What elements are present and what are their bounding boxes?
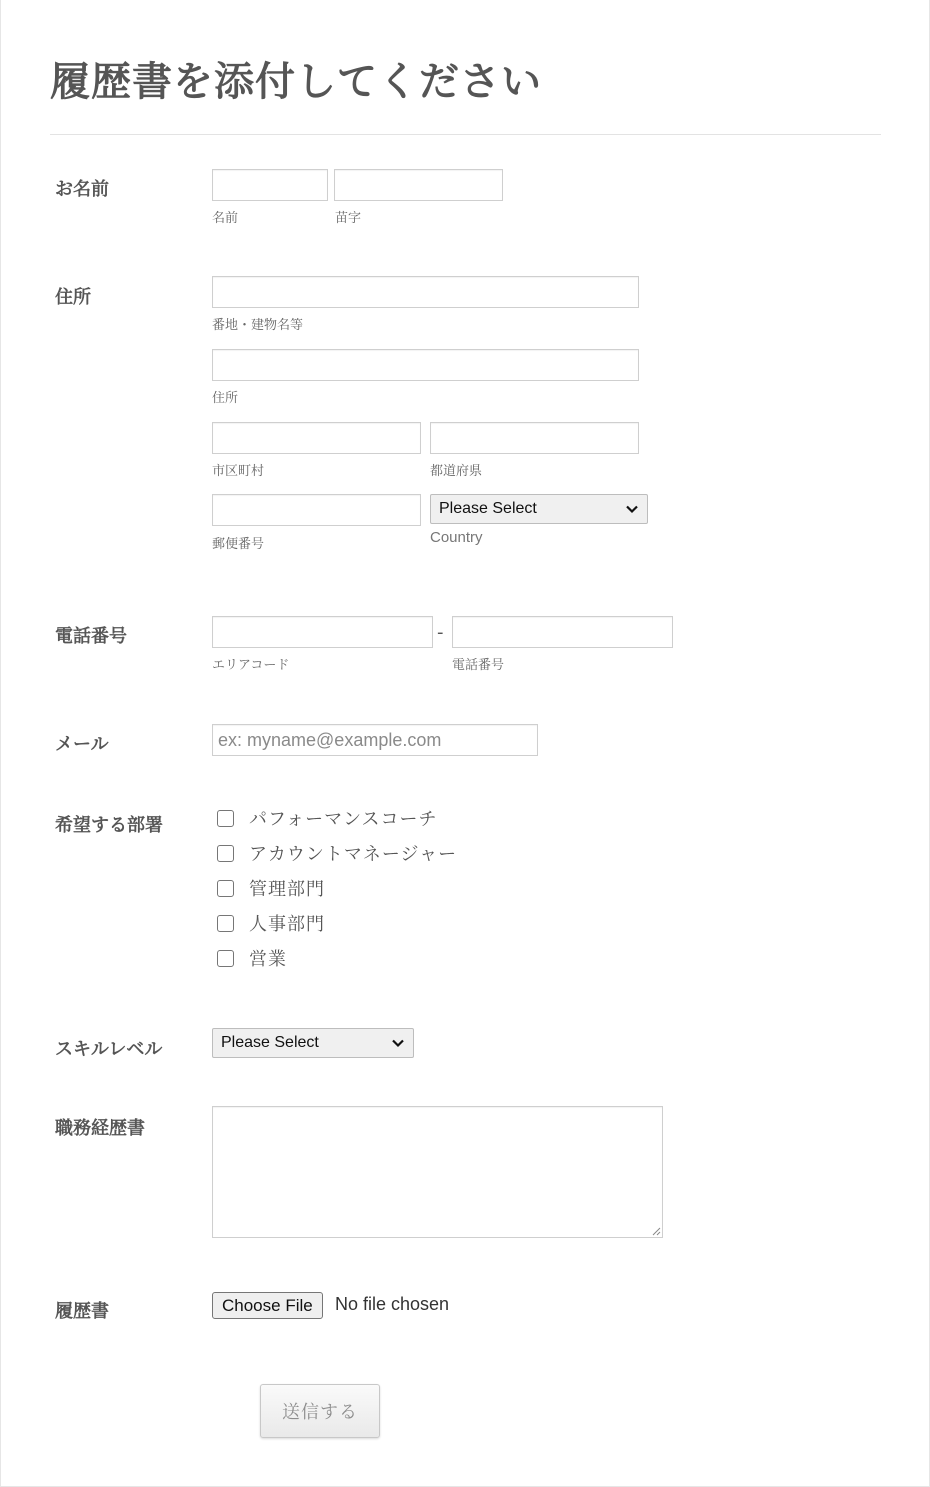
department-option-label: パフォーマンスコーチ bbox=[249, 809, 438, 830]
department-option-label: アカウントマネージャー bbox=[249, 844, 458, 865]
checkbox[interactable] bbox=[217, 950, 234, 967]
file-status: No file chosen bbox=[335, 1294, 450, 1314]
checkbox[interactable] bbox=[217, 880, 234, 897]
department-option[interactable] bbox=[217, 876, 325, 900]
last-name-sublabel: 苗字 bbox=[335, 211, 362, 226]
department-option[interactable] bbox=[217, 911, 325, 935]
prefecture-input[interactable] bbox=[430, 422, 639, 454]
prefecture-sublabel: 都道府県 bbox=[430, 464, 483, 479]
chevron-down-icon bbox=[625, 502, 639, 516]
name-label: お名前 bbox=[55, 179, 109, 200]
skill-level-select[interactable] bbox=[212, 1028, 414, 1058]
first-name-input[interactable] bbox=[212, 169, 328, 201]
address-label: 住所 bbox=[55, 287, 91, 308]
department-option[interactable] bbox=[217, 841, 457, 865]
department-option[interactable] bbox=[217, 806, 438, 830]
phone-separator: - bbox=[437, 622, 444, 643]
phone-label: 電話番号 bbox=[55, 626, 127, 647]
department-option[interactable] bbox=[217, 946, 287, 970]
postal-code-input[interactable] bbox=[212, 494, 421, 526]
country-select[interactable] bbox=[430, 494, 648, 524]
submit-button[interactable]: 送信する bbox=[260, 1384, 380, 1438]
resume-label: 履歴書 bbox=[55, 1301, 109, 1322]
page-title: 履歴書を添付してください bbox=[50, 59, 542, 105]
area-code-input[interactable] bbox=[212, 616, 433, 648]
street-input[interactable] bbox=[212, 276, 639, 308]
email-input[interactable] bbox=[212, 724, 538, 756]
choose-file-button[interactable]: Choose File bbox=[212, 1292, 323, 1319]
skill-level-label: スキルレベル bbox=[55, 1039, 163, 1060]
cv-textarea[interactable] bbox=[212, 1106, 663, 1238]
checkbox[interactable] bbox=[217, 915, 234, 932]
street-sublabel: 番地・建物名等 bbox=[212, 318, 304, 333]
address-line-input[interactable] bbox=[212, 349, 639, 381]
chevron-down-icon bbox=[391, 1036, 405, 1050]
resize-handle-icon[interactable] bbox=[651, 1226, 661, 1236]
checkbox[interactable] bbox=[217, 845, 234, 862]
department-label: 希望する部署 bbox=[55, 815, 163, 836]
city-sublabel: 市区町村 bbox=[212, 464, 265, 479]
checkbox[interactable] bbox=[217, 810, 234, 827]
address-line-sublabel: 住所 bbox=[212, 391, 239, 406]
email-label: メール bbox=[55, 734, 109, 755]
cv-label: 職務経歴書 bbox=[55, 1118, 145, 1139]
department-option-label: 人事部門 bbox=[249, 914, 325, 935]
city-input[interactable] bbox=[212, 422, 421, 454]
department-option-label: 管理部門 bbox=[249, 879, 325, 900]
country-select-value: Please Select bbox=[439, 500, 537, 517]
postal-code-sublabel: 郵便番号 bbox=[212, 537, 265, 552]
area-code-sublabel: エリアコード bbox=[212, 658, 290, 673]
department-option-label: 営業 bbox=[249, 949, 287, 970]
phone-number-input[interactable] bbox=[452, 616, 673, 648]
phone-number-sublabel: 電話番号 bbox=[452, 658, 505, 673]
last-name-input[interactable] bbox=[334, 169, 503, 201]
skill-level-select-value: Please Select bbox=[221, 1034, 319, 1051]
first-name-sublabel: 名前 bbox=[212, 211, 239, 226]
country-sublabel: Country bbox=[430, 529, 483, 546]
title-divider bbox=[50, 134, 881, 135]
